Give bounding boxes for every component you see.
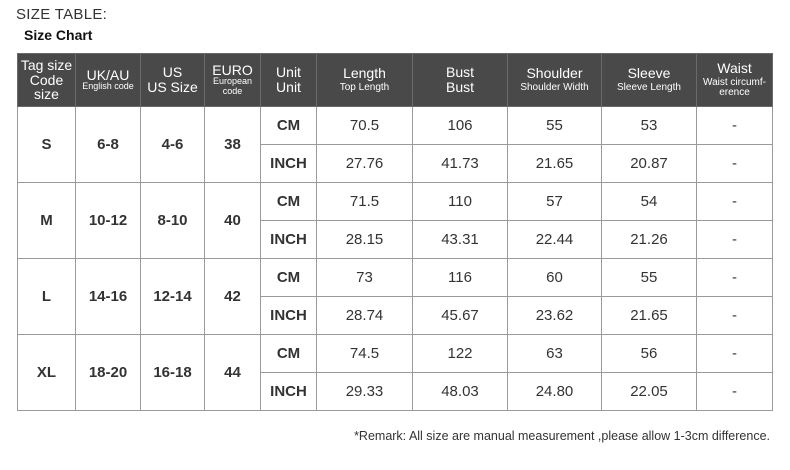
length-cell: 28.74 xyxy=(317,297,413,335)
tag-size-cell: M xyxy=(18,183,76,259)
header-uk-au: UK/AU English code xyxy=(76,54,141,107)
unit-cell: CM xyxy=(261,259,317,297)
unit-cell: CM xyxy=(261,183,317,221)
uk-size-cell: 14-16 xyxy=(76,259,141,335)
waist-cell: - xyxy=(697,145,773,183)
euro-size-cell: 38 xyxy=(205,107,261,183)
bust-cell: 48.03 xyxy=(413,373,508,411)
table-header xyxy=(18,54,773,107)
header-length: Length Top Length xyxy=(317,54,413,107)
us-size-cell: 8-10 xyxy=(141,183,205,259)
uk-size-cell: 18-20 xyxy=(76,335,141,411)
sleeve-cell: 21.26 xyxy=(602,221,697,259)
length-cell: 27.76 xyxy=(317,145,413,183)
euro-size-cell: 44 xyxy=(205,335,261,411)
table-row-l-cm xyxy=(18,259,773,297)
shoulder-cell: 21.65 xyxy=(508,145,602,183)
bust-cell: 122 xyxy=(413,335,508,373)
uk-size-cell: 10-12 xyxy=(76,183,141,259)
waist-cell: - xyxy=(697,183,773,221)
bust-cell: 116 xyxy=(413,259,508,297)
sleeve-cell: 53 xyxy=(602,107,697,145)
length-cell: 29.33 xyxy=(317,373,413,411)
waist-cell: - xyxy=(697,373,773,411)
shoulder-cell: 22.44 xyxy=(508,221,602,259)
table-row-xl-cm xyxy=(18,335,773,373)
header-sleeve: Sleeve Sleeve Length xyxy=(602,54,697,107)
bust-cell: 106 xyxy=(413,107,508,145)
tag-size-cell: XL xyxy=(18,335,76,411)
table-row-s-cm xyxy=(18,107,773,145)
unit-cell: INCH xyxy=(261,373,317,411)
page-heading: SIZE TABLE: xyxy=(16,6,108,23)
header-euro: EURO European code xyxy=(205,54,261,107)
sleeve-cell: 22.05 xyxy=(602,373,697,411)
length-cell: 71.5 xyxy=(317,183,413,221)
waist-cell: - xyxy=(697,335,773,373)
waist-cell: - xyxy=(697,221,773,259)
shoulder-cell: 63 xyxy=(508,335,602,373)
bust-cell: 45.67 xyxy=(413,297,508,335)
unit-cell: INCH xyxy=(261,145,317,183)
us-size-cell: 4-6 xyxy=(141,107,205,183)
table-body xyxy=(18,107,773,411)
header-row xyxy=(18,54,773,107)
us-size-cell: 16-18 xyxy=(141,335,205,411)
shoulder-cell: 23.62 xyxy=(508,297,602,335)
unit-cell: INCH xyxy=(261,221,317,259)
unit-cell: CM xyxy=(261,335,317,373)
euro-size-cell: 42 xyxy=(205,259,261,335)
tag-size-cell: S xyxy=(18,107,76,183)
unit-cell: CM xyxy=(261,107,317,145)
sleeve-cell: 55 xyxy=(602,259,697,297)
header-tag-size: Tag size Code size xyxy=(18,54,76,107)
header-shoulder: Shoulder Shoulder Width xyxy=(508,54,602,107)
header-bust: Bust Bust xyxy=(413,54,508,107)
sleeve-cell: 54 xyxy=(602,183,697,221)
size-chart-title: Size Chart xyxy=(24,27,93,43)
unit-cell: INCH xyxy=(261,297,317,335)
sleeve-cell: 56 xyxy=(602,335,697,373)
waist-cell: - xyxy=(697,297,773,335)
length-cell: 74.5 xyxy=(317,335,413,373)
tag-size-cell: L xyxy=(18,259,76,335)
sleeve-cell: 21.65 xyxy=(602,297,697,335)
size-chart-table xyxy=(17,53,773,411)
us-size-cell: 12-14 xyxy=(141,259,205,335)
shoulder-cell: 60 xyxy=(508,259,602,297)
bust-cell: 43.31 xyxy=(413,221,508,259)
waist-cell: - xyxy=(697,259,773,297)
shoulder-cell: 24.80 xyxy=(508,373,602,411)
euro-size-cell: 40 xyxy=(205,183,261,259)
uk-size-cell: 6-8 xyxy=(76,107,141,183)
header-us: US US Size xyxy=(141,54,205,107)
remark-note: *Remark: All size are manual measurement ,please allow 1-3cm difference. xyxy=(354,429,770,443)
shoulder-cell: 57 xyxy=(508,183,602,221)
header-unit: Unit Unit xyxy=(261,54,317,107)
header-waist: Waist Waist circumf-erence xyxy=(697,54,773,107)
shoulder-cell: 55 xyxy=(508,107,602,145)
length-cell: 28.15 xyxy=(317,221,413,259)
length-cell: 73 xyxy=(317,259,413,297)
length-cell: 70.5 xyxy=(317,107,413,145)
bust-cell: 110 xyxy=(413,183,508,221)
bust-cell: 41.73 xyxy=(413,145,508,183)
waist-cell: - xyxy=(697,107,773,145)
sleeve-cell: 20.87 xyxy=(602,145,697,183)
table-row-m-cm xyxy=(18,183,773,221)
